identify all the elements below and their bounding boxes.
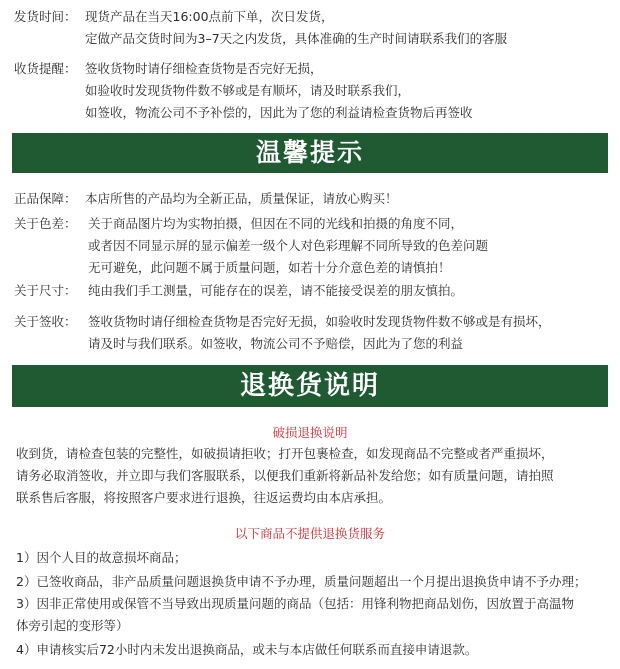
color-line-3: 无可避免，此问题不属于质量问题，如若十分介意色差的请慎拍！ — [88, 260, 451, 275]
damage-line-3: 联系售后客服，将按照客户要求进行退换，往返运费均由本店承担。 — [16, 490, 392, 505]
noreturn-line-3: 3）因非正常使用或保管不当导致出现质量问题的商品（包括：用锋利物把商品划伤，因放置于高温物 — [16, 596, 574, 611]
signing-line-1: 签收货物时请仔细检查货物是否完好无损，如验收时发现货物件数不够或是有损坏， — [88, 314, 551, 329]
damage-line-1: 收到货，请检查包装的完整性，如破损请拒收；打开包裹检查，如发现商品不完整或者严重损坏， — [16, 446, 554, 461]
damage-line-2: 请务必取消签收，并立即与我们客服联系，以便我们重新将新品补发给您；如有质量问题，请拍照 — [16, 468, 554, 483]
receiving-line-3: 如签收，物流公司不予补偿的，因此为了您的利益请检查货物后再签收 — [85, 105, 473, 120]
size-line-1: 纯由我们手工测量，可能存在的误差，请不能接受误差的朋友慎拍。 — [88, 283, 464, 298]
genuine-label: 正品保障： — [14, 191, 77, 206]
noreturn-line-2: 2）已签收商品，非产品质量问题退换货申请不予办理，质量问题超出一个月提出退换货申请不予办理； — [16, 574, 587, 589]
noreturn-title: 以下商品不提供退换货服务 — [234, 526, 385, 541]
noreturn-line-4: 体旁引起的变形等） — [16, 618, 129, 633]
receiving-label: 收货提醒： — [14, 61, 77, 76]
genuine-line-1: 本店所售的产品均为全新正品，质量保证，请放心购买！ — [85, 191, 398, 206]
shipping-label: 发货时间： — [14, 9, 77, 24]
tips-banner: 温馨提示 — [12, 133, 608, 173]
signing-line-2: 请及时与我们联系。如签收，物流公司不予赔偿，因此为了您的利益 — [88, 336, 464, 351]
shipping-line-2: 定做产品交货时间为3–7天之内发货，具体准确的生产时间请联系我们的客服 — [85, 31, 508, 46]
receiving-line-2: 如验收时发现货物件数不够或是有顺坏，请及时联系我们， — [85, 83, 411, 98]
receiving-line-1: 签收货物时请仔细检查货物是否完好无损， — [85, 61, 323, 76]
damage-title: 破损退换说明 — [272, 425, 348, 440]
noreturn-line-1: 1）因个人目的故意损坏商品； — [16, 550, 187, 565]
color-line-2: 或者因不同显示屏的显示偏差一级个人对色彩理解不同所导致的色差问题 — [88, 238, 489, 253]
signing-label: 关于签收： — [14, 314, 77, 329]
color-label: 关于色差： — [14, 216, 77, 231]
returns-banner: 退换货说明 — [12, 365, 608, 407]
color-line-1: 关于商品图片均为实物拍摄，但因在不同的光线和拍摄的角度不同， — [88, 216, 464, 231]
shipping-line-1: 现货产品在当天16:00点前下单，次日发货， — [85, 9, 334, 24]
size-label: 关于尺寸： — [14, 283, 77, 298]
noreturn-line-5: 4）申请核实后72小时内未发出退换商品，或未与本店做任何联系而直接申请退款。 — [16, 642, 478, 657]
